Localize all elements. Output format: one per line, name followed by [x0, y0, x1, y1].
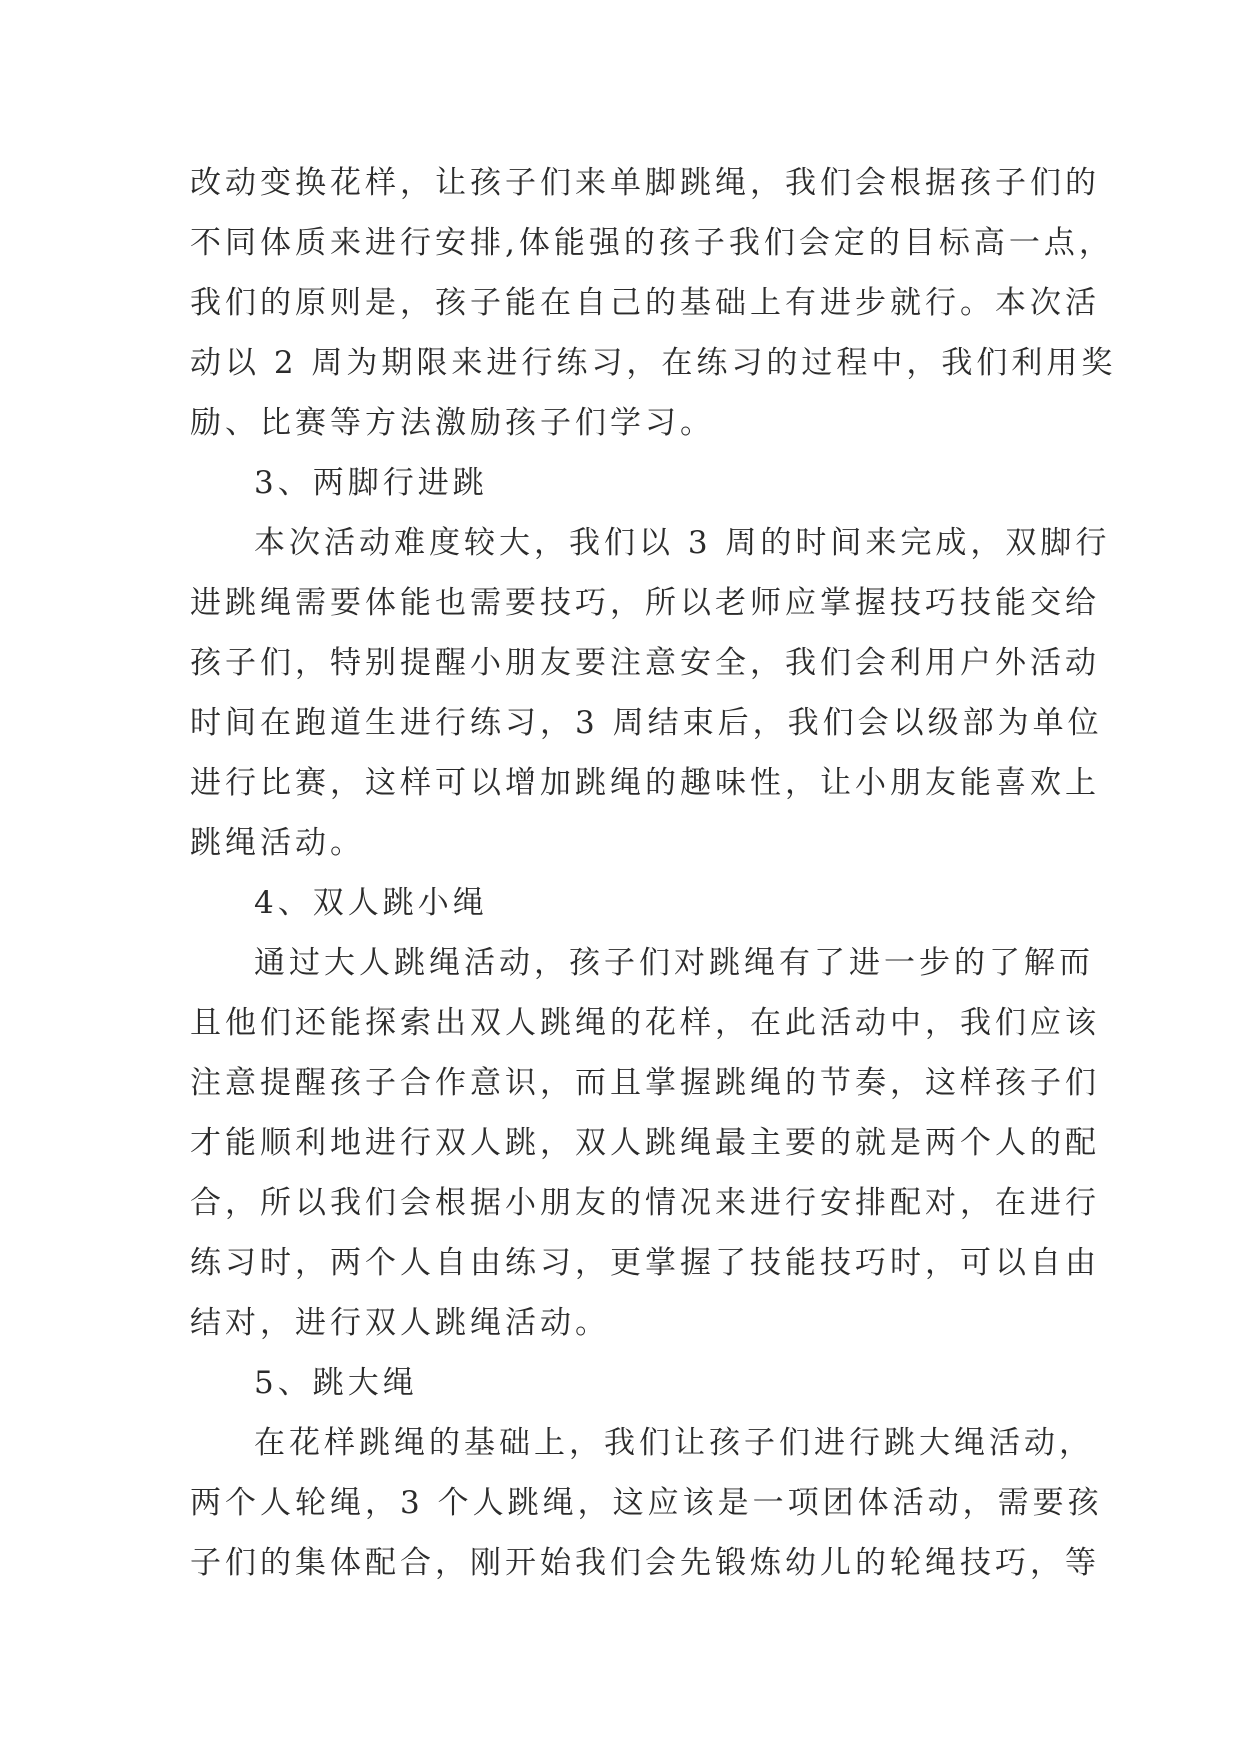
section-heading: 4、双人跳小绳	[254, 885, 488, 921]
paragraph-line: 不同体质来进行安排,体能强的孩子我们会定的目标高一点，	[190, 225, 1114, 261]
paragraph-line: 且他们还能探索出双人跳绳的花样，在此活动中，我们应该	[190, 1005, 1100, 1041]
section-heading: 5、跳大绳	[254, 1365, 418, 1401]
paragraph-line: 动以 2 周为期限来进行练习，在练习的过程中，我们利用奖	[190, 345, 1117, 381]
paragraph-line: 才能顺利地进行双人跳，双人跳绳最主要的就是两个人的配	[190, 1125, 1100, 1161]
paragraph-line: 进行比赛，这样可以增加跳绳的趣味性，让小朋友能喜欢上	[190, 765, 1100, 801]
paragraph-line: 本次活动难度较大，我们以 3 周的时间来完成，双脚行	[254, 525, 1111, 561]
paragraph-line: 进跳绳需要体能也需要技巧，所以老师应掌握技巧技能交给	[190, 585, 1100, 621]
paragraph-line: 两个人轮绳，3 个人跳绳，这应该是一项团体活动，需要孩	[190, 1485, 1103, 1521]
paragraph-line: 结对，进行双人跳绳活动。	[190, 1305, 610, 1341]
paragraph-line: 改动变换花样，让孩子们来单脚跳绳，我们会根据孩子们的	[190, 165, 1100, 201]
section-heading: 3、两脚行进跳	[254, 465, 488, 501]
paragraph-line: 我们的原则是，孩子能在自己的基础上有进步就行。本次活	[190, 285, 1100, 321]
paragraph-line: 时间在跑道生进行练习，3 周结束后，我们会以级部为单位	[190, 705, 1103, 741]
paragraph-line: 在花样跳绳的基础上，我们让孩子们进行跳大绳活动，	[254, 1425, 1094, 1461]
paragraph-line: 励、比赛等方法激励孩子们学习。	[190, 405, 715, 441]
paragraph-line: 子们的集体配合，刚开始我们会先锻炼幼儿的轮绳技巧，等	[190, 1545, 1100, 1581]
paragraph-line: 通过大人跳绳活动，孩子们对跳绳有了进一步的了解而	[254, 945, 1094, 981]
paragraph-line: 练习时，两个人自由练习，更掌握了技能技巧时，可以自由	[190, 1245, 1100, 1281]
paragraph-line: 合，所以我们会根据小朋友的情况来进行安排配对，在进行	[190, 1185, 1100, 1221]
paragraph-line: 注意提醒孩子合作意识，而且掌握跳绳的节奏，这样孩子们	[190, 1065, 1100, 1101]
paragraph-line: 跳绳活动。	[190, 825, 365, 861]
paragraph-line: 孩子们，特别提醒小朋友要注意安全，我们会利用户外活动	[190, 645, 1100, 681]
